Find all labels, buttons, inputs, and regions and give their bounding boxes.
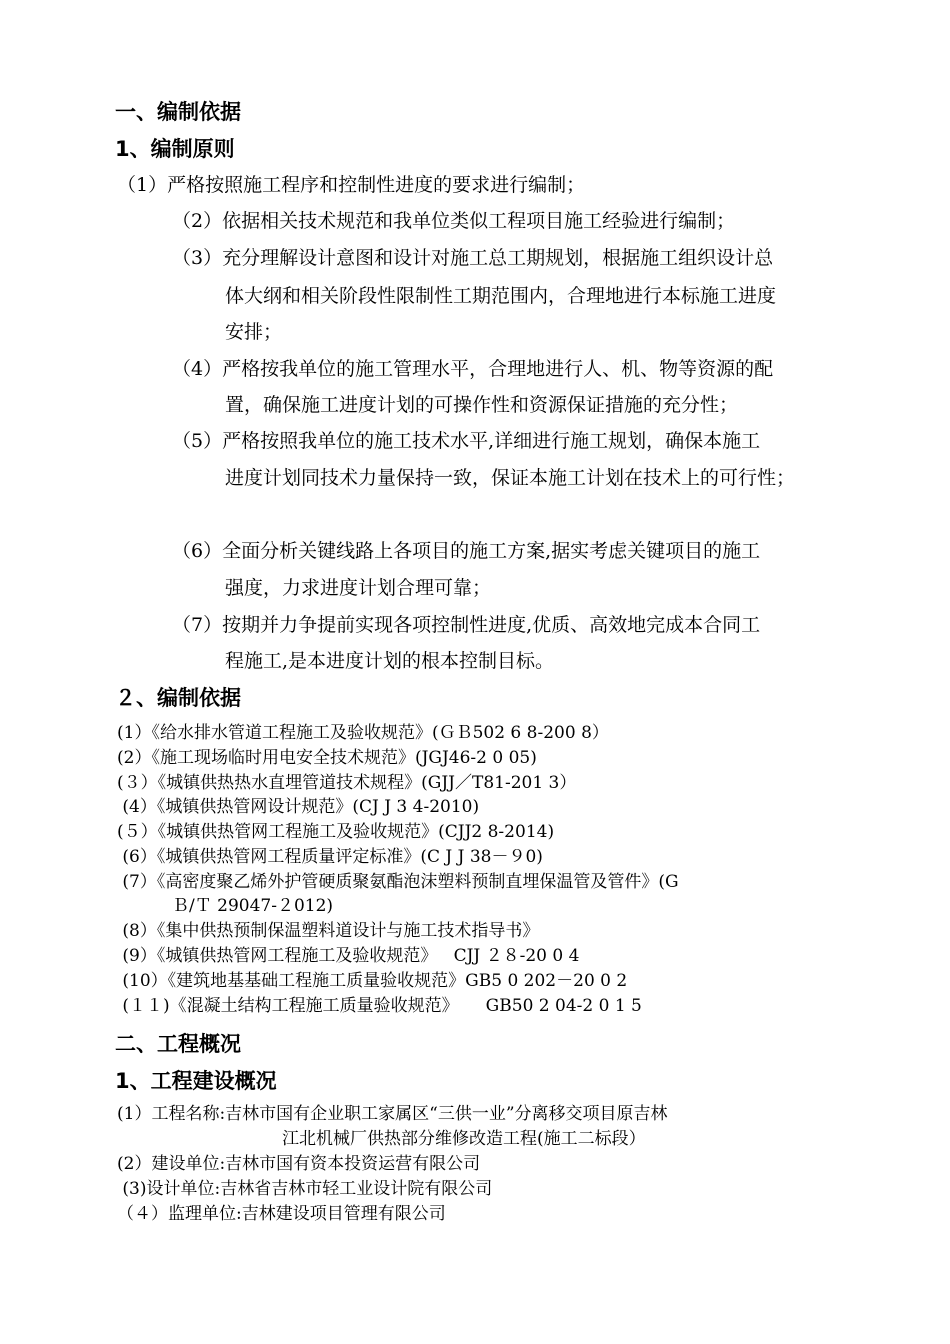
basis-item-8: (8）《集中供热预制保温塑料道设计与施工技术指导书》: [117, 921, 540, 941]
principle-item-5: （5）严格按照我单位的施工技术水平,详细进行施工规划，确保本施工: [172, 430, 761, 452]
principle-item-3-cont: 体大纲和相关阶段性限制性工期范围内，合理地进行本标施工进度: [225, 285, 777, 307]
principle-item-3: （3）充分理解设计意图和设计对施工总工期规划，根据施工组织设计总: [172, 247, 774, 269]
overview-item-4: （４）监理单位:吉林建设项目管理有限公司: [117, 1204, 446, 1224]
principle-item-5-cont: 进度计划同技术力量保持一致，保证本施工计划在技术上的可行性；: [225, 467, 796, 489]
basis-item-9: (9）《城镇供热管网工程施工及验收规范》 CJJ ２８-20 0 4: [117, 946, 580, 966]
subsection-heading-principles: 1、编制原则: [115, 137, 235, 161]
principle-item-6-cont: 强度，力求进度计划合理可靠；: [225, 577, 492, 599]
basis-item-11: (１１)《混凝土结构工程施工质量验收规范》 GB50 2 04-2 0 1 5: [117, 996, 642, 1016]
basis-item-7-cont: Ｂ/Ｔ 29047-２012): [172, 896, 334, 916]
principle-item-4: （4）严格按我单位的施工管理水平，合理地进行人、机、物等资源的配: [172, 358, 774, 380]
overview-item-1-cont: 江北机械厂供热部分维修改造工程(施工二标段）: [282, 1129, 646, 1149]
basis-item-4: (4）《城镇供热管网设计规范》(CJ J 3 4-2010): [117, 797, 480, 817]
section-heading-basis: 一、编制依据: [115, 100, 241, 124]
section-heading-overview: 二、工程概况: [115, 1032, 241, 1056]
overview-item-1: (1）工程名称:吉林市国有企业职工家属区“三供一业”分离移交项目原吉林: [117, 1104, 668, 1124]
basis-item-5: (５）《城镇供热管网工程施工及验收规范》(CJJ2 8-2014): [117, 822, 555, 842]
basis-item-7: (7）《高密度聚乙烯外护管硬质聚氨酯泡沫塑料预制直埋保温管及管件》(G: [117, 872, 679, 892]
subsection-heading-basis: ２、编制依据: [115, 686, 241, 710]
overview-item-2: (2）建设单位:吉林市国有资本投资运营有限公司: [117, 1154, 481, 1174]
basis-item-3: (３）《城镇供热热水直埋管道技术规程》(GJJ／T81-201 3）: [117, 773, 577, 793]
basis-item-6: (6）《城镇供热管网工程质量评定标准》(C J J 38－９0): [117, 847, 543, 867]
overview-item-3: (3)设计单位:吉林省吉林市轻工业设计院有限公司: [117, 1179, 493, 1199]
basis-item-1: (1）《给水排水管道工程施工及验收规范》(ＧＢ502 6 8-200 8）: [117, 723, 609, 743]
basis-item-10: (10）《建筑地基基础工程施工质量验收规范》GB5 0 202－20 0 2: [117, 971, 628, 991]
principle-item-3-cont: 安排；: [225, 321, 283, 343]
principle-item-4-cont: 置，确保施工进度计划的可操作性和资源保证措施的充分性；: [225, 394, 739, 416]
principle-item-6: （6）全面分析关键线路上各项目的施工方案,据实考虑关键项目的施工: [172, 540, 761, 562]
principle-item-7: （7）按期并力争提前实现各项控制性进度,优质、高效地完成本合同工: [172, 614, 761, 636]
principle-item-7-cont: 程施工,是本进度计划的根本控制目标。: [225, 650, 555, 672]
principle-item-2: （2）依据相关技术规范和我单位类似工程项目施工经验进行编制；: [172, 210, 736, 232]
principle-item-1: （1）严格按照施工程序和控制性进度的要求进行编制；: [117, 174, 586, 196]
basis-item-2: (2）《施工现场临时用电安全技术规范》(JGJ46-2 0 05): [117, 748, 537, 768]
subsection-heading-construction-overview: 1、工程建设概况: [115, 1069, 277, 1093]
